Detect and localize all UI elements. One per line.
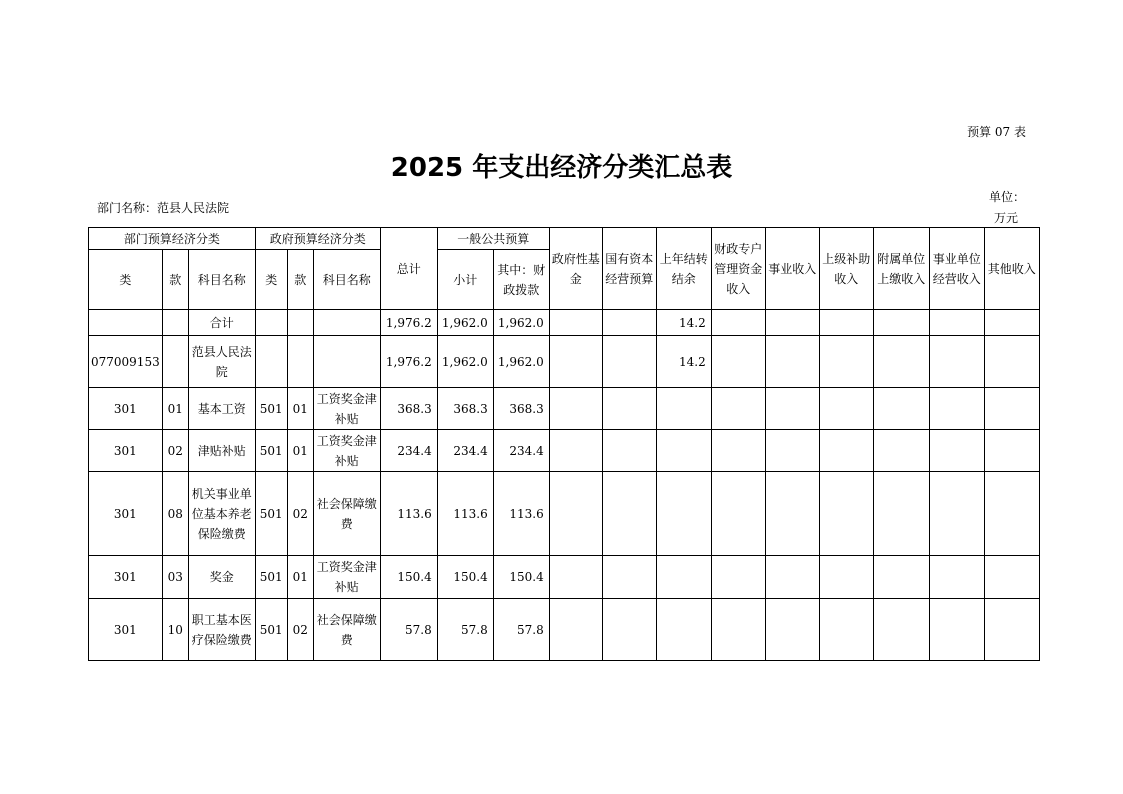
cell-state-capital [602,556,656,599]
cell-subject: 基本工资 [188,388,255,430]
cell-gov-fund [549,556,602,599]
cell-gov-fund [549,430,602,472]
col-header-state-capital: 国有资本经营预算 [602,228,656,310]
cell-business-income [765,310,819,336]
cell-special-account [711,599,765,661]
cell-operating-income [929,336,984,388]
cell-fiscal: 150.4 [493,556,549,599]
cell-gov-fund [549,310,602,336]
cell-superior-subsidy [819,310,873,336]
cell-lei: 301 [89,430,163,472]
cell-other-income [984,388,1039,430]
cell-total: 368.3 [380,388,437,430]
table-row [89,472,1040,556]
cell-fiscal: 234.4 [493,430,549,472]
cell-business-income [765,472,819,556]
table-row [89,336,1040,388]
cell-lei: 301 [89,556,163,599]
cell-affiliated-income [873,430,929,472]
cell-affiliated-income [873,336,929,388]
cell-gov-lei: 501 [255,472,287,556]
cell-gov-kuan: 01 [287,430,313,472]
cell-gov-fund [549,472,602,556]
cell-gov-subject [313,310,380,336]
cell-gov-lei: 501 [255,430,287,472]
cell-state-capital [602,430,656,472]
cell-superior-subsidy [819,388,873,430]
cell-gov-kuan: 02 [287,472,313,556]
cell-business-income [765,556,819,599]
cell-lei: 301 [89,599,163,661]
cell-subtotal: 368.3 [437,388,493,430]
cell-lei: 301 [89,388,163,430]
cell-gov-kuan: 02 [287,599,313,661]
cell-lei: 077009153 [89,336,163,388]
cell-lei [89,310,163,336]
col-header-other-income: 其他收入 [984,228,1039,310]
cell-affiliated-income [873,310,929,336]
cell-subtotal: 150.4 [437,556,493,599]
cell-special-account [711,430,765,472]
cell-total: 1,976.2 [380,336,437,388]
cell-fiscal: 1,962.0 [493,310,549,336]
cell-subject: 奖金 [188,556,255,599]
cell-superior-subsidy [819,472,873,556]
cell-fiscal: 1,962.0 [493,336,549,388]
cell-kuan: 10 [162,599,188,661]
cell-special-account [711,472,765,556]
cell-affiliated-income [873,556,929,599]
cell-superior-subsidy [819,599,873,661]
cell-gov-lei [255,310,287,336]
col-header-gov-subject: 科目名称 [313,250,380,310]
cell-carryover: 14.2 [656,310,711,336]
cell-gov-subject: 工资奖金津补贴 [313,556,380,599]
cell-gov-fund [549,599,602,661]
cell-carryover [656,472,711,556]
col-header-business-income: 事业收入 [765,228,819,310]
table-row [89,599,1040,661]
cell-carryover [656,388,711,430]
col-header-carryover: 上年结转结余 [656,228,711,310]
cell-subject: 津贴补贴 [188,430,255,472]
cell-gov-kuan: 01 [287,556,313,599]
cell-gov-subject: 社会保障缴费 [313,599,380,661]
cell-gov-kuan [287,310,313,336]
cell-operating-income [929,310,984,336]
col-header-kuan: 款 [162,250,188,310]
cell-other-income [984,556,1039,599]
cell-special-account [711,388,765,430]
cell-other-income [984,472,1039,556]
cell-total: 57.8 [380,599,437,661]
cell-carryover: 14.2 [656,336,711,388]
cell-gov-subject: 工资奖金津补贴 [313,388,380,430]
cell-carryover [656,599,711,661]
cell-gov-kuan [287,336,313,388]
cell-subtotal: 1,962.0 [437,310,493,336]
cell-gov-lei [255,336,287,388]
page-title: 2025 年支出经济分类汇总表 [390,153,733,183]
cell-carryover [656,556,711,599]
unit-label: 单位： [989,190,1026,204]
cell-affiliated-income [873,388,929,430]
cell-fiscal: 113.6 [493,472,549,556]
cell-affiliated-income [873,599,929,661]
table-row [89,556,1040,599]
cell-subject: 职工基本医疗保险缴费 [188,599,255,661]
cell-operating-income [929,388,984,430]
col-header-gov-fund: 政府性基金 [549,228,602,310]
cell-affiliated-income [873,472,929,556]
department-name: 部门名称：范县人民法院 [97,201,230,215]
col-header-special-account: 财政专户管理资金收入 [711,228,765,310]
group-header-general-budget: 一般公共预算 [437,228,549,250]
cell-subtotal: 1,962.0 [437,336,493,388]
cell-operating-income [929,472,984,556]
cell-subject: 机关事业单位基本养老保险缴费 [188,472,255,556]
cell-gov-subject [313,336,380,388]
cell-business-income [765,388,819,430]
cell-lei: 301 [89,472,163,556]
col-header-superior-subsidy: 上级补助收入 [819,228,873,310]
cell-superior-subsidy [819,430,873,472]
cell-special-account [711,556,765,599]
group-header-dept: 部门预算经济分类 [89,228,256,250]
col-header-fiscal: 其中：财政拨款 [493,250,549,310]
cell-gov-fund [549,388,602,430]
cell-subtotal: 113.6 [437,472,493,556]
cell-fiscal: 368.3 [493,388,549,430]
cell-superior-subsidy [819,556,873,599]
cell-gov-subject: 社会保障缴费 [313,472,380,556]
cell-total: 234.4 [380,430,437,472]
cell-special-account [711,310,765,336]
cell-other-income [984,310,1039,336]
cell-gov-lei: 501 [255,599,287,661]
cell-gov-fund [549,336,602,388]
cell-business-income [765,599,819,661]
cell-state-capital [602,336,656,388]
col-header-subtotal: 小计 [437,250,493,310]
cell-state-capital [602,599,656,661]
cell-kuan: 08 [162,472,188,556]
unit-value: 万元 [994,211,1019,225]
cell-state-capital [602,310,656,336]
cell-kuan [162,310,188,336]
cell-other-income [984,599,1039,661]
col-header-gov-lei: 类 [255,250,287,310]
cell-operating-income [929,556,984,599]
cell-subtotal: 234.4 [437,430,493,472]
cell-kuan: 02 [162,430,188,472]
cell-gov-lei: 501 [255,388,287,430]
table-row [89,388,1040,430]
cell-kuan: 01 [162,388,188,430]
cell-total: 113.6 [380,472,437,556]
col-header-lei: 类 [89,250,163,310]
cell-carryover [656,430,711,472]
cell-state-capital [602,388,656,430]
group-header-gov: 政府预算经济分类 [255,228,380,250]
col-header-gov-kuan: 款 [287,250,313,310]
cell-business-income [765,336,819,388]
cell-business-income [765,430,819,472]
cell-subject: 范县人民法院 [188,336,255,388]
cell-gov-kuan: 01 [287,388,313,430]
header-row-1 [89,228,1040,250]
table-row [89,430,1040,472]
col-header-subject: 科目名称 [188,250,255,310]
cell-other-income [984,336,1039,388]
col-header-affiliated-income: 附属单位上缴收入 [873,228,929,310]
cell-total: 1,976.2 [380,310,437,336]
cell-kuan: 03 [162,556,188,599]
table-row [89,310,1040,336]
cell-superior-subsidy [819,336,873,388]
cell-subject: 合计 [188,310,255,336]
expenditure-table [88,227,1040,661]
cell-total: 150.4 [380,556,437,599]
cell-gov-lei: 501 [255,556,287,599]
cell-kuan [162,336,188,388]
cell-special-account [711,336,765,388]
cell-operating-income [929,599,984,661]
col-header-operating-income: 事业单位经营收入 [929,228,984,310]
cell-other-income [984,430,1039,472]
cell-fiscal: 57.8 [493,599,549,661]
form-code: 预算 07 表 [967,125,1026,139]
cell-operating-income [929,430,984,472]
cell-gov-subject: 工资奖金津补贴 [313,430,380,472]
col-header-total: 总计 [380,228,437,310]
cell-subtotal: 57.8 [437,599,493,661]
cell-state-capital [602,472,656,556]
